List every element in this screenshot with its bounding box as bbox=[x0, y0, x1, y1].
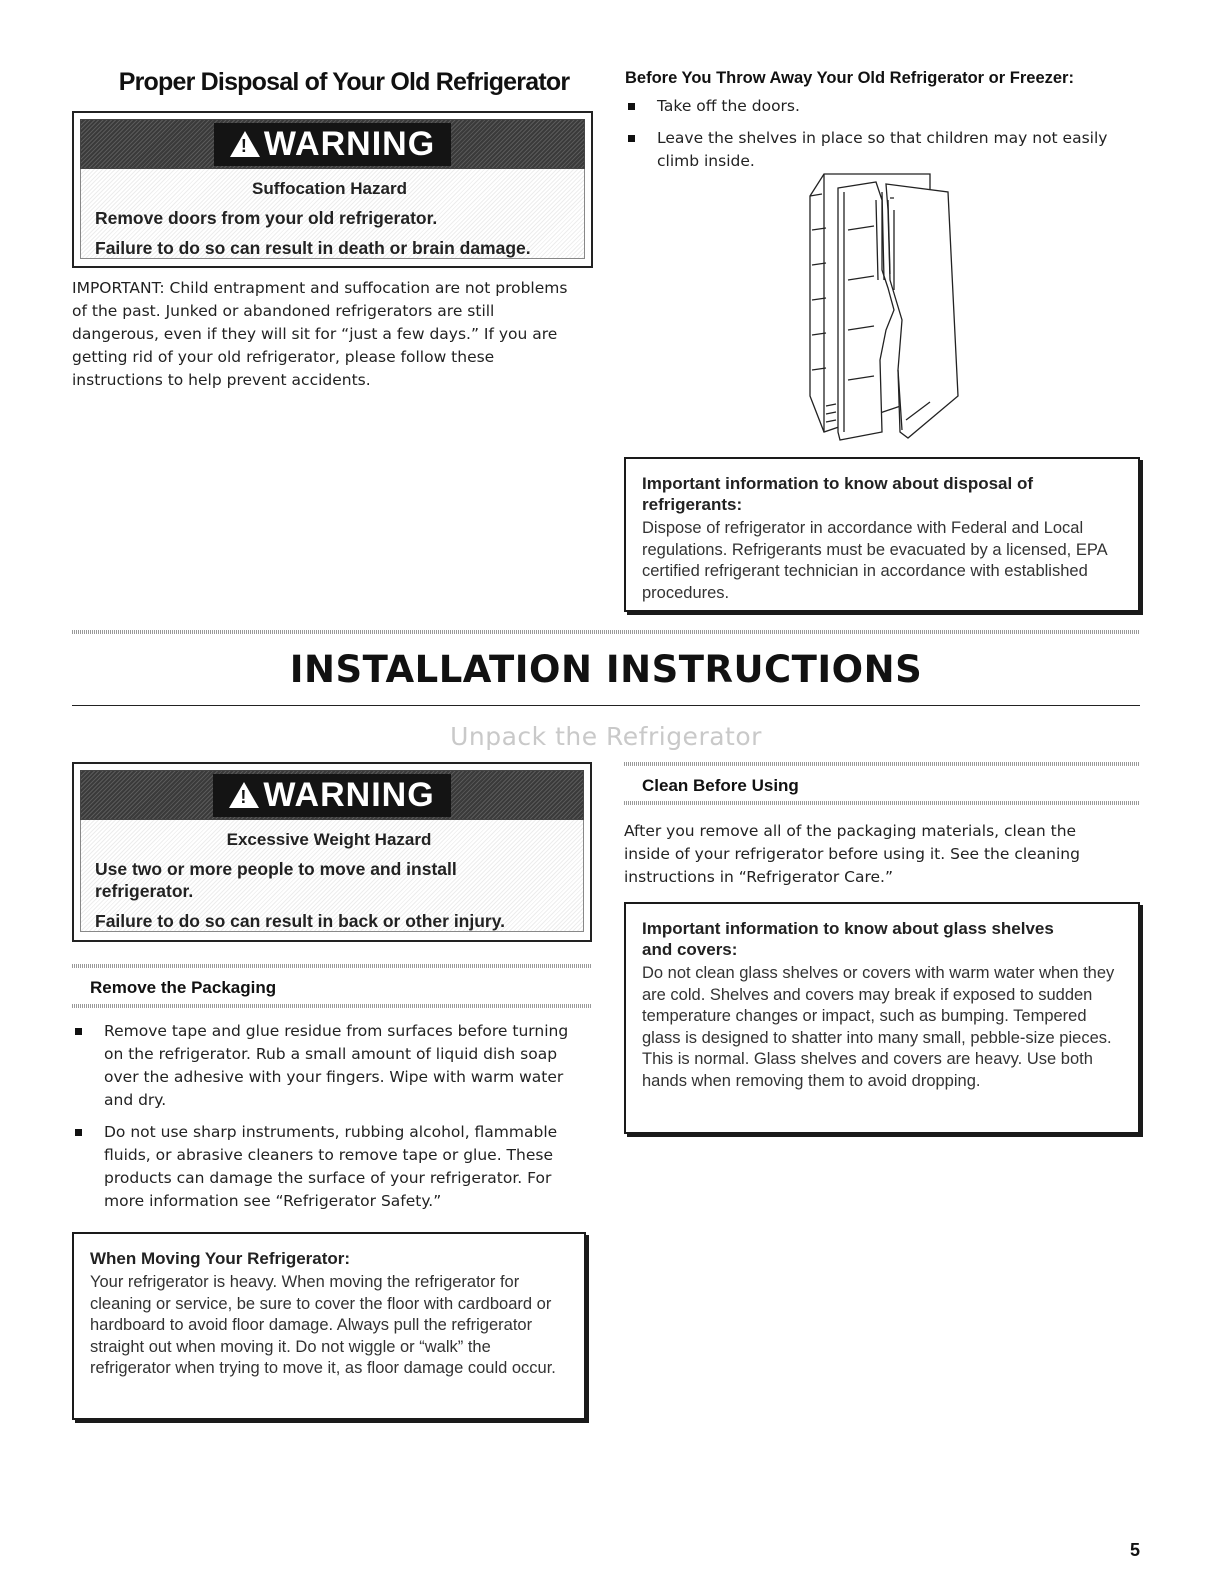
warning-word: WARNING bbox=[263, 775, 435, 814]
list-item: Leave the shelves in place so that children may not easily climb inside. bbox=[625, 127, 1130, 173]
before-heading: Before You Throw Away Your Old Refrigerator or Freezer: bbox=[625, 69, 1074, 87]
disposal-title: Proper Disposal of Your Old Refrigerator bbox=[118, 68, 570, 96]
important-paragraph: IMPORTANT: Child entrapment and suffocation are not problems of the past. Junked or abandoned refrigerators are still dangerous, even if they will sit for “just a few days.” If you are getting rid of your old refrigerator, please follow these instructions to help prevent accidents. bbox=[72, 279, 568, 389]
warning-consequence: Failure to do so can result in back or other injury. bbox=[95, 911, 506, 931]
page-number: 5 bbox=[1129, 1540, 1140, 1560]
info-box-heading: Important information to know about disposal of refrigerants: bbox=[642, 474, 1033, 514]
hazard-title: Suffocation Hazard bbox=[252, 179, 407, 198]
glass-shelves-info-box bbox=[624, 902, 1140, 1134]
warning-body bbox=[80, 820, 584, 932]
info-box-body: Your refrigerator is heavy. When moving the refrigerator for cleaning or service, be sure to cover the floor with cardboard or hardboard to avoid floor damage. Always pull the refrigerator straight out when moving it. Do not wiggle or “walk” the refrigerator when trying to move it, as floor damage could occur. bbox=[90, 1273, 556, 1377]
section-divider-dotted bbox=[72, 630, 1140, 634]
warning-consequence: Failure to do so can result in death or brain damage. bbox=[95, 238, 531, 258]
bullet-square-icon bbox=[628, 103, 635, 110]
info-box-heading: Important information to know about glass shelves and covers: bbox=[642, 919, 1054, 959]
unpack-subtitle: Unpack the Refrigerator bbox=[450, 722, 762, 751]
list-item: Do not use sharp instruments, rubbing alcohol, flammable fluids, or abrasive cleaners to remove tape or glue. These products can damage the surface of your refrigerator. For more information see “Refrigerator Safety.” bbox=[72, 1121, 582, 1213]
weight-warning-box bbox=[72, 762, 592, 942]
refrigerator-doors-off-illustration bbox=[790, 170, 970, 445]
subheading-rule-top bbox=[72, 964, 592, 968]
remove-packaging-bullets bbox=[72, 1020, 582, 1222]
subheading-rule-top bbox=[624, 762, 1140, 766]
warning-triangle-icon: ! bbox=[229, 782, 259, 808]
list-item: Take off the doors. bbox=[625, 95, 1130, 118]
info-box-heading: When Moving Your Refrigerator: bbox=[90, 1249, 351, 1268]
clean-before-paragraph: After you remove all of the packaging materials, clean the inside of your refrigerator before using it. See the cleaning instructions in “Refrigerator Care.” bbox=[624, 822, 1080, 886]
warning-line: Use two or more people to move and install refrigerator. bbox=[95, 859, 457, 901]
before-bullet-list bbox=[625, 95, 1130, 182]
refrigerants-info-box bbox=[624, 457, 1140, 612]
warning-banner bbox=[80, 770, 584, 820]
installation-title: INSTALLATION INSTRUCTIONS bbox=[289, 648, 923, 691]
info-box-body: Do not clean glass shelves or covers with warm water when they are cold. Shelves and covers may break if exposed to sudden temperature changes or impact, such as bumping. Tempered glass is designed to shatter into many small, pebble-size pieces. This is normal. Glass shelves and covers are heavy. Use both hands when removing them to avoid dropping. bbox=[642, 964, 1115, 1090]
bullet-square-icon bbox=[75, 1028, 82, 1035]
info-box-body: Dispose of refrigerator in accordance with Federal and Local regulations. Refrigerants must be evacuated by a licensed, EPA certified refrigerant technician in accordance with established procedures. bbox=[642, 519, 1107, 602]
warning-line: Remove doors from your old refrigerator. bbox=[95, 208, 438, 228]
title-rule bbox=[72, 705, 1140, 706]
warning-body bbox=[80, 169, 585, 259]
clean-before-heading: Clean Before Using bbox=[642, 776, 799, 795]
bullet-square-icon bbox=[75, 1129, 82, 1136]
list-item: Remove tape and glue residue from surfaces before turning on the refrigerator. Rub a small amount of liquid dish soap over the adhesive with your fingers. Wipe with warm water and dry. bbox=[72, 1020, 582, 1112]
remove-packaging-heading: Remove the Packaging bbox=[90, 978, 277, 997]
warning-banner bbox=[80, 119, 585, 169]
bullet-square-icon bbox=[628, 135, 635, 142]
subheading-rule-bottom bbox=[624, 801, 1140, 805]
warning-triangle-icon: ! bbox=[230, 131, 260, 157]
moving-info-box bbox=[72, 1232, 586, 1420]
warning-word: WARNING bbox=[263, 124, 436, 163]
suffocation-warning-box bbox=[72, 111, 593, 268]
hazard-title: Excessive Weight Hazard bbox=[226, 830, 432, 849]
subheading-rule-bottom bbox=[72, 1004, 592, 1008]
